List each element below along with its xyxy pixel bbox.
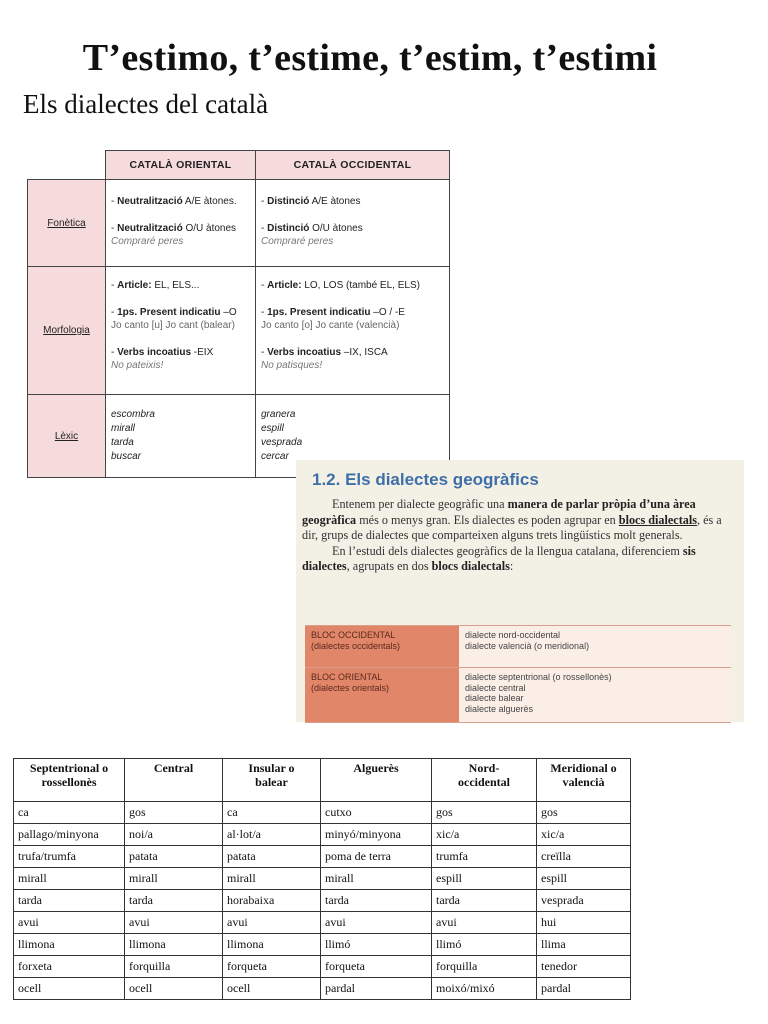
lexic-word: mirall <box>111 423 135 434</box>
table-row <box>14 824 631 846</box>
table-cell: ocell <box>14 978 125 1000</box>
lexic-word: escombra <box>111 409 155 420</box>
header-occidental: CATALÀ OCCIDENTAL <box>256 151 450 180</box>
textbook-excerpt <box>296 460 744 722</box>
table-row <box>14 912 631 934</box>
table-row <box>14 802 631 824</box>
bloc-occidental: BLOC OCCIDENTAL (dialectes occidentals) <box>305 626 459 668</box>
table-cell: pardal <box>537 978 631 1000</box>
table-row <box>14 956 631 978</box>
vocabulary-header: Meridional o valencià <box>537 759 631 802</box>
excerpt-paragraph: Entenem per dialecte geogràfic una manera de parlar pròpia d’una àrea geogràfica més o menys gran. Els dialectes es poden agrupar en blocs dialectals, és a dir, grups de dialectes que comparteixen alguns trets lingüístics molt generals. <box>302 497 722 542</box>
table-cell: tarda <box>125 890 223 912</box>
table-cell: forqueta <box>223 956 321 978</box>
table-cell: mirall <box>14 868 125 890</box>
vocabulary-header: Nord- occidental <box>432 759 537 802</box>
table-cell: creïlla <box>537 846 631 868</box>
cell-morfologia-occidental: - Article: LO, LOS (també EL, ELS) - 1ps. Present indicatiu –O / -E Jo canto [o] Jo cante (valencià) - Verbs incoatius –IX, ISCA No patisques! <box>256 267 450 395</box>
table-row <box>14 934 631 956</box>
table-cell: ca <box>14 802 125 824</box>
table-cell: tarda <box>432 890 537 912</box>
table-cell: pallago/minyona <box>14 824 125 846</box>
vocabulary-header: Insular o balear <box>223 759 321 802</box>
table-cell: noi/a <box>125 824 223 846</box>
table-cell: poma de terra <box>321 846 432 868</box>
table-cell: hui <box>537 912 631 934</box>
table-row <box>14 868 631 890</box>
bloc-oriental: BLOC ORIENTAL (dialectes orientals) <box>305 668 459 723</box>
bloc-table <box>305 625 731 723</box>
table-cell: mirall <box>125 868 223 890</box>
table-cell: forqueta <box>321 956 432 978</box>
bloc-oriental-dialects: dialecte septentrional (o rossellonès) dialecte central dialecte balear dialecte alguerès <box>459 668 731 723</box>
table-cell: patata <box>125 846 223 868</box>
cell-lexic-oriental <box>106 395 256 478</box>
table-cell: tarda <box>14 890 125 912</box>
table-cell: trumfa <box>432 846 537 868</box>
table-cell: avui <box>125 912 223 934</box>
table-cell: vesprada <box>537 890 631 912</box>
table-cell: avui <box>321 912 432 934</box>
bloc-occidental-dialects: dialecte nord-occidental dialecte valencià (o meridional) <box>459 626 731 668</box>
table-cell: tenedor <box>537 956 631 978</box>
table-cell: moixó/mixó <box>432 978 537 1000</box>
excerpt-body <box>302 497 734 575</box>
lexic-word: buscar <box>111 451 142 462</box>
lexic-word: tarda <box>111 437 134 448</box>
row-label-lexic: Lèxic <box>28 395 106 478</box>
table-row <box>14 978 631 1000</box>
table-cell: gos <box>537 802 631 824</box>
table-cell: gos <box>125 802 223 824</box>
cell-morfologia-oriental: - Article: EL, ELS... - 1ps. Present indicatiu –O Jo canto [u] Jo cant (balear) - Verbs incoatius -EIX No pateixis! <box>106 267 256 395</box>
comparison-table <box>27 150 450 478</box>
excerpt-heading: 1.2. Els dialectes geogràfics <box>312 470 539 489</box>
table-cell: llima <box>537 934 631 956</box>
table-cell: trufa/trumfa <box>14 846 125 868</box>
table-cell: gos <box>432 802 537 824</box>
table-cell: avui <box>223 912 321 934</box>
table-cell: xic/a <box>537 824 631 846</box>
table-cell: avui <box>14 912 125 934</box>
table-cell: tarda <box>321 890 432 912</box>
vocabulary-table <box>13 758 631 1000</box>
table-cell: llimona <box>14 934 125 956</box>
table-cell: mirall <box>321 868 432 890</box>
vocabulary-header: Septentrional o rossellonès <box>14 759 125 802</box>
table-row <box>14 846 631 868</box>
vocabulary-header-row <box>14 759 631 802</box>
vocabulary-header: Alguerès <box>321 759 432 802</box>
header-oriental: CATALÀ ORIENTAL <box>106 151 256 180</box>
table-cell: espill <box>537 868 631 890</box>
table-cell: avui <box>432 912 537 934</box>
page-subtitle: Els dialectes del català <box>23 89 269 119</box>
page-title: T’estimo, t’estime, t’estim, t’estimi <box>82 37 658 79</box>
table-cell: xic/a <box>432 824 537 846</box>
lexic-word: vesprada <box>261 437 303 448</box>
table-cell: ca <box>223 802 321 824</box>
row-label-fonetica: Fonètica <box>28 180 106 267</box>
table-cell: espill <box>432 868 537 890</box>
table-cell: forquilla <box>125 956 223 978</box>
cell-fonetica-oriental: - Neutralització A/E àtones. - Neutralització O/U àtones Compraré peres <box>106 180 256 267</box>
cell-fonetica-occidental: - Distinció A/E àtones - Distinció O/U àtones Compraré peres <box>256 180 450 267</box>
lexic-word: espill <box>261 423 284 434</box>
table-cell: ocell <box>223 978 321 1000</box>
table-cell: ocell <box>125 978 223 1000</box>
table-cell: llimó <box>321 934 432 956</box>
table-cell: llimó <box>432 934 537 956</box>
lexic-word: cercar <box>261 451 289 462</box>
table-cell: cutxo <box>321 802 432 824</box>
table-cell: pardal <box>321 978 432 1000</box>
table-cell: forquilla <box>432 956 537 978</box>
table-cell: patata <box>223 846 321 868</box>
table-cell: forxeta <box>14 956 125 978</box>
table-cell: al·lot/a <box>223 824 321 846</box>
table-row <box>14 890 631 912</box>
table-cell: minyó/minyona <box>321 824 432 846</box>
table-cell: llimona <box>223 934 321 956</box>
excerpt-paragraph: En l’estudi dels dialectes geogràfics de la llengua catalana, diferenciem sis dialectes, agrupats en dos blocs dialectals: <box>302 543 696 573</box>
table-cell: mirall <box>223 868 321 890</box>
table-cell: llimona <box>125 934 223 956</box>
vocabulary-header: Central <box>125 759 223 802</box>
lexic-word: granera <box>261 409 296 420</box>
row-label-morfologia: Morfologia <box>28 267 106 395</box>
table-cell: horabaixa <box>223 890 321 912</box>
